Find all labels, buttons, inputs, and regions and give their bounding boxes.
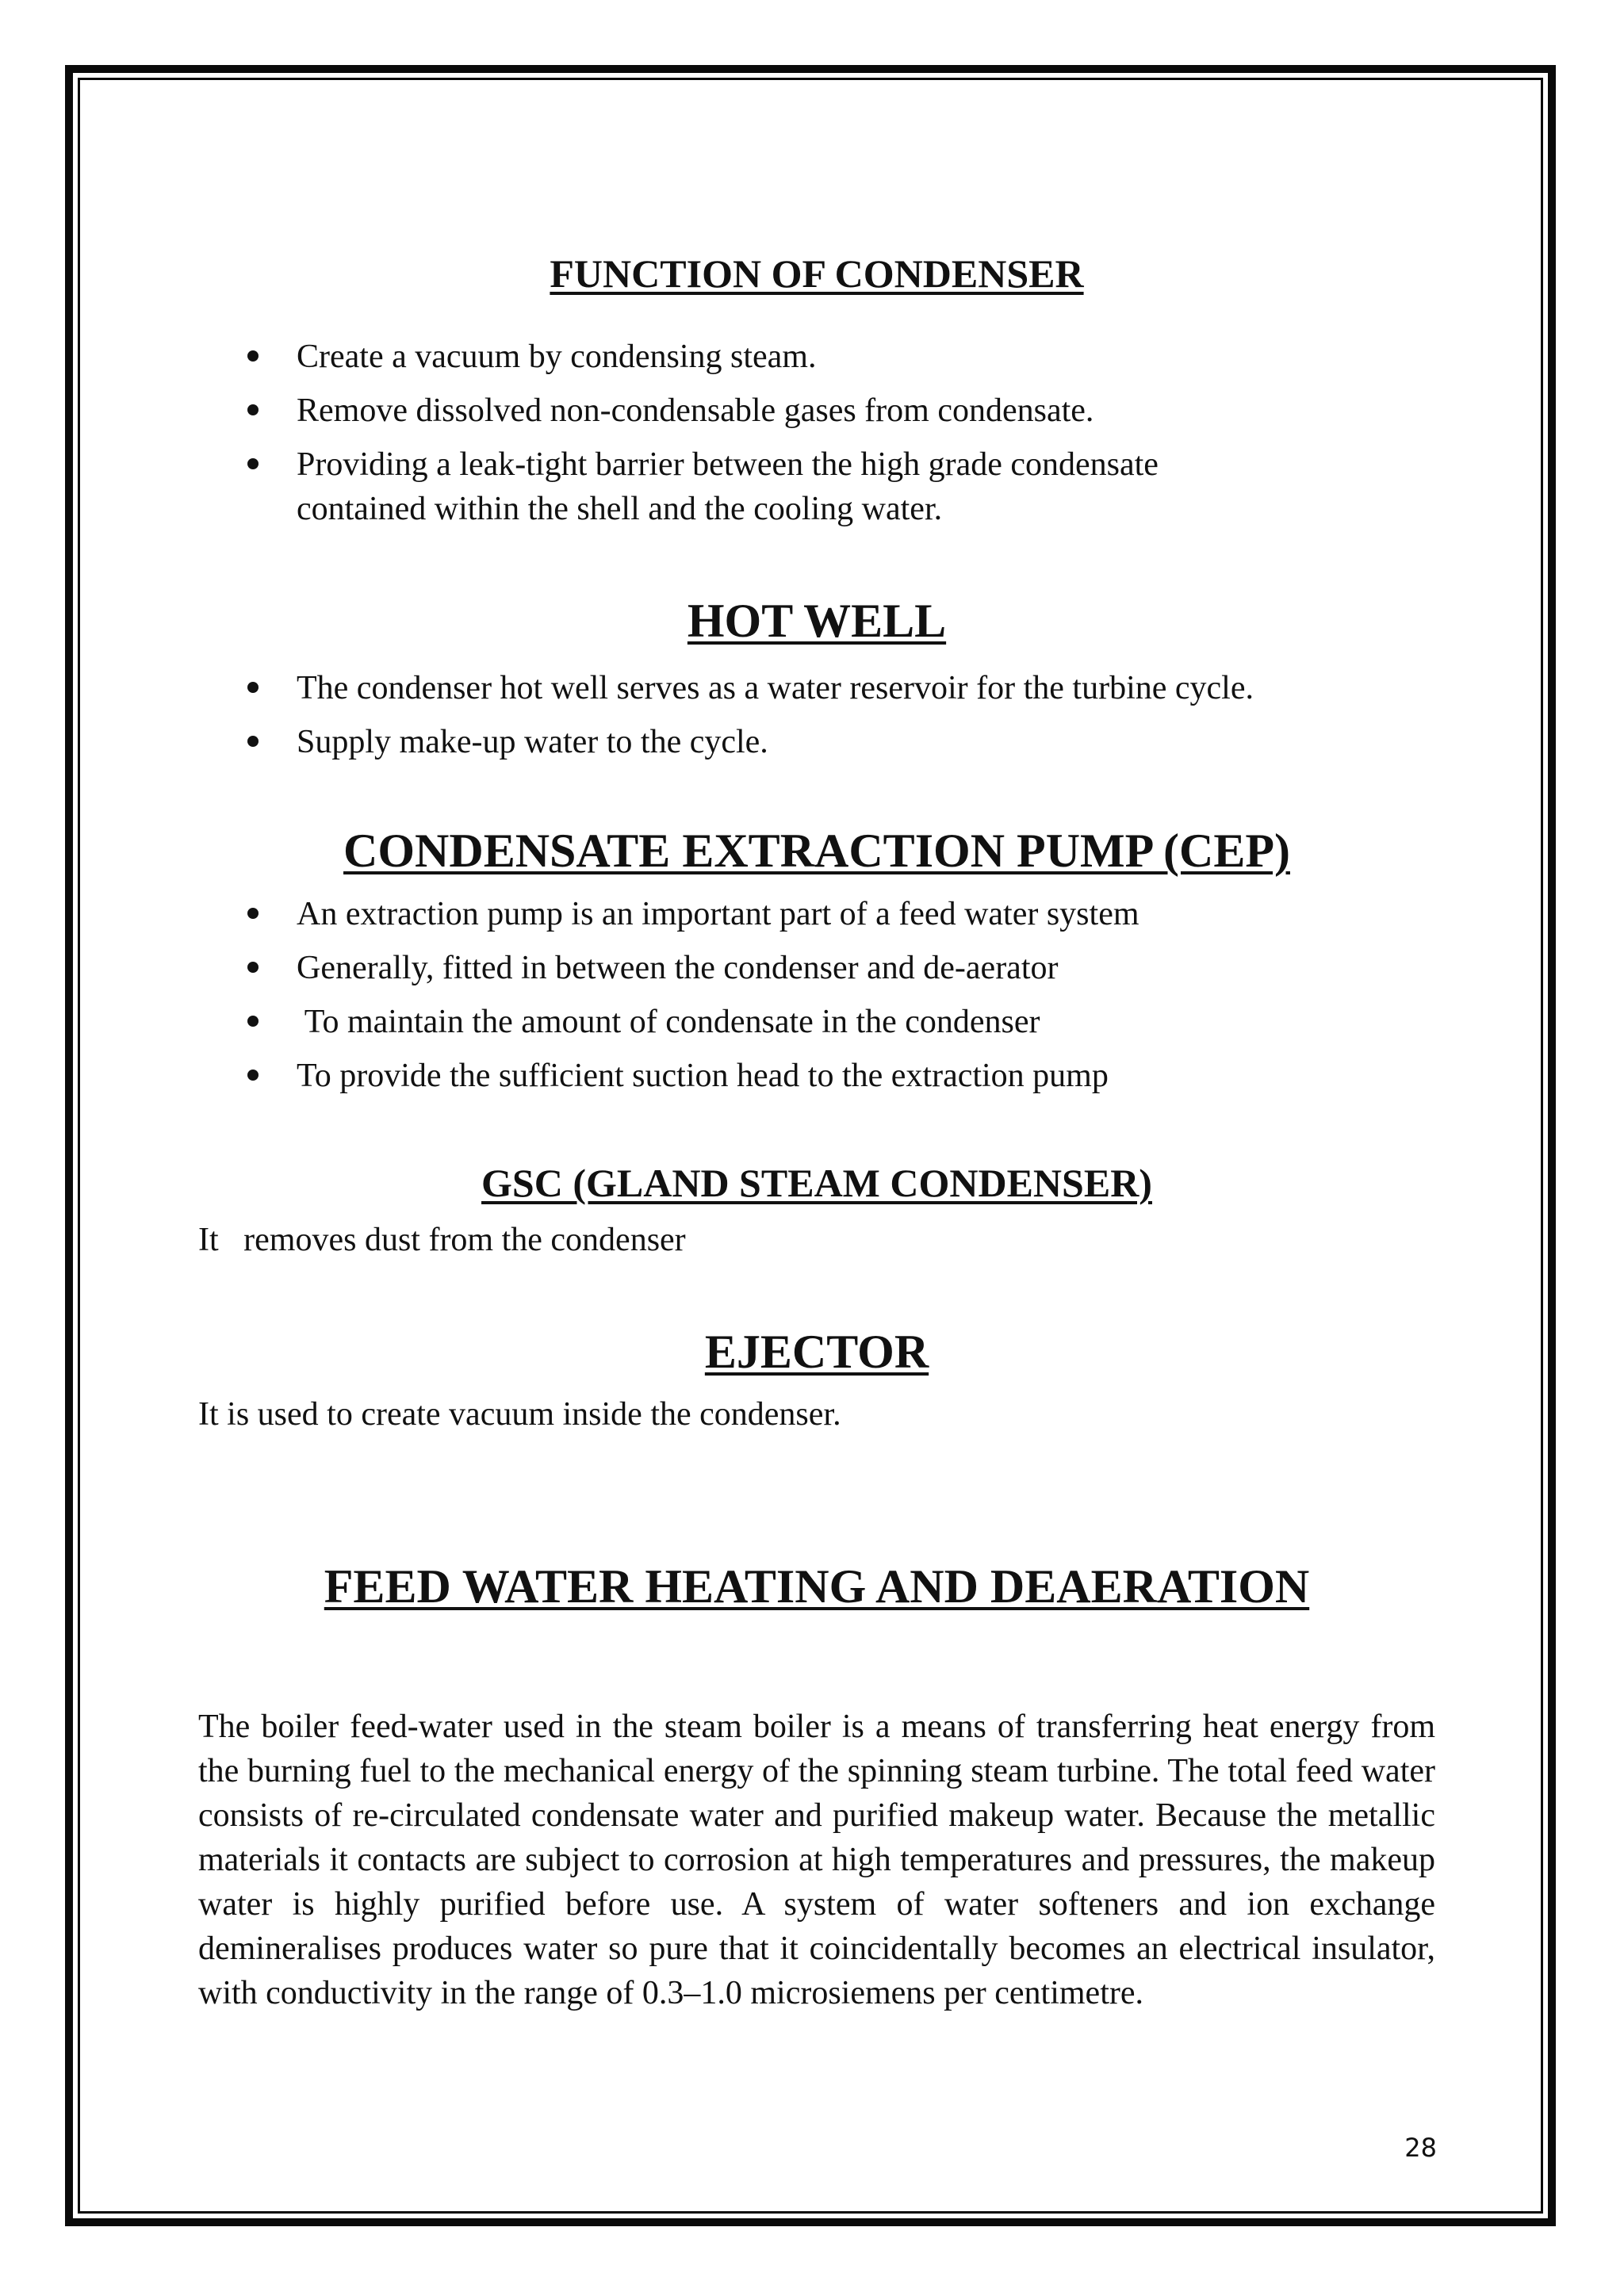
heading-hot-well: HOT WELL [687, 595, 947, 647]
list-item: To maintain the amount of condensate in the condenser [198, 1000, 1435, 1044]
heading-feed-water: FEED WATER HEATING AND DEAERATION [324, 1560, 1310, 1613]
list-item: Create a vacuum by condensing steam. [198, 335, 1435, 379]
ejector-text: It is used to create vacuum inside the condenser. [198, 1396, 841, 1433]
bullet-icon [247, 962, 259, 973]
bullet-icon [247, 404, 259, 415]
bullet-icon [247, 1070, 259, 1081]
list-item: Providing a leak-tight barrier between the high grade condensate contained within the shell and the cooling water. [198, 442, 1435, 531]
cep-list [198, 892, 1435, 1108]
heading-function-of-condenser: FUNCTION OF CONDENSER [550, 251, 1084, 296]
function-of-condenser-list [198, 335, 1435, 541]
heading-cep: CONDENSATE EXTRACTION PUMP (CEP) [343, 825, 1290, 877]
gsc-text: It removes dust from the condenser [198, 1222, 686, 1258]
bullet-icon [247, 682, 259, 693]
feed-water-paragraph: The boiler feed-water used in the steam boiler is a means of transferring heat energy from the burning fuel to the mechanical energy of the spinning steam turbine. The total feed water consists of re-circulated condensate water and purified makeup water. Because the metallic materials it contacts are subject to corrosion at high temperatures and pressures, the makeup water is highly purified before use. A system of water softeners and ion exchange demineralises produces water so pure that it coincidentally becomes an electrical insulator, with conductivity in the range of 0.3–1.0 microsiemens per centimetre. [198, 1709, 1435, 2011]
bullet-icon [247, 908, 259, 919]
heading-ejector: EJECTOR [704, 1326, 929, 1378]
page-number: 28 [1404, 2133, 1437, 2163]
list-item: The condenser hot well serves as a water reservoir for the turbine cycle. [198, 666, 1435, 710]
list-item: Generally, fitted in between the condenser and de-aerator [198, 946, 1435, 990]
bullet-icon [247, 350, 259, 362]
page-content [198, 0, 1435, 2296]
bullet-icon [247, 458, 259, 469]
list-item: Remove dissolved non-condensable gases from condensate. [198, 388, 1435, 433]
list-item: An extraction pump is an important part of a feed water system [198, 892, 1435, 936]
heading-gsc: GSC (GLAND STEAM CONDENSER) [481, 1161, 1152, 1205]
list-item: Supply make-up water to the cycle. [198, 720, 1435, 764]
bullet-icon [247, 1016, 259, 1027]
hot-well-list [198, 666, 1435, 774]
list-item: To provide the sufficient suction head to the extraction pump [198, 1054, 1435, 1098]
bullet-icon [247, 736, 259, 747]
